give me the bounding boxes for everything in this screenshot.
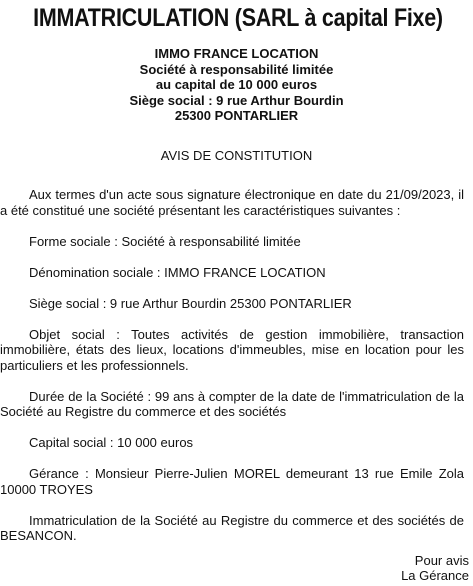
notice-title: IMMATRICULATION (SARL à capital Fixe) xyxy=(33,4,443,32)
signature-line-2: La Gérance xyxy=(401,567,469,583)
notice-heading: AVIS DE CONSTITUTION xyxy=(160,148,313,163)
paragraph-legal-form: Forme sociale : Société à responsabilité limitée xyxy=(29,233,301,249)
company-seat: Siège social : 9 rue Arthur Bourdin xyxy=(129,92,344,108)
company-form: Société à responsabilité limitée xyxy=(139,61,334,77)
company-header xyxy=(0,46,473,124)
signature-block xyxy=(401,554,469,583)
paragraph-registration: Immatriculation de la Société au Registre du commerce et des sociétés de BESANCON. xyxy=(0,512,464,543)
company-name: IMMO FRANCE LOCATION xyxy=(154,46,319,61)
company-city: 25300 PONTARLIER xyxy=(174,108,299,123)
signature-line-1: Pour avis xyxy=(414,553,469,568)
paragraph-duration: Durée de la Société : 99 ans à compter de la date de l'immatriculation de la Société au Registre du commerce et des sociétés xyxy=(0,388,464,419)
paragraph-intro: Aux termes d'un acte sous signature électronique en date du 21/09/2023, il a été constitué une société présentant les caractéristiques suivantes : xyxy=(0,187,464,218)
notice-body xyxy=(0,187,464,559)
company-capital: au capital de 10 000 euros xyxy=(155,77,318,92)
paragraph-corporate-purpose: Objet social : Toutes activités de gestion immobilière, transaction immobilière, états des lieux, locations d'immeubles, mise en location pour les particuliers et les professionnels. xyxy=(0,326,464,373)
paragraph-management: Gérance : Monsieur Pierre-Julien MOREL demeurant 13 rue Emile Zola 10000 TROYES xyxy=(0,466,464,497)
paragraph-company-name: Dénomination sociale : IMMO FRANCE LOCATION xyxy=(29,264,326,280)
paragraph-share-capital: Capital social : 10 000 euros xyxy=(29,435,194,450)
paragraph-registered-office: Siège social : 9 rue Arthur Bourdin 25300 PONTARLIER xyxy=(29,295,352,311)
